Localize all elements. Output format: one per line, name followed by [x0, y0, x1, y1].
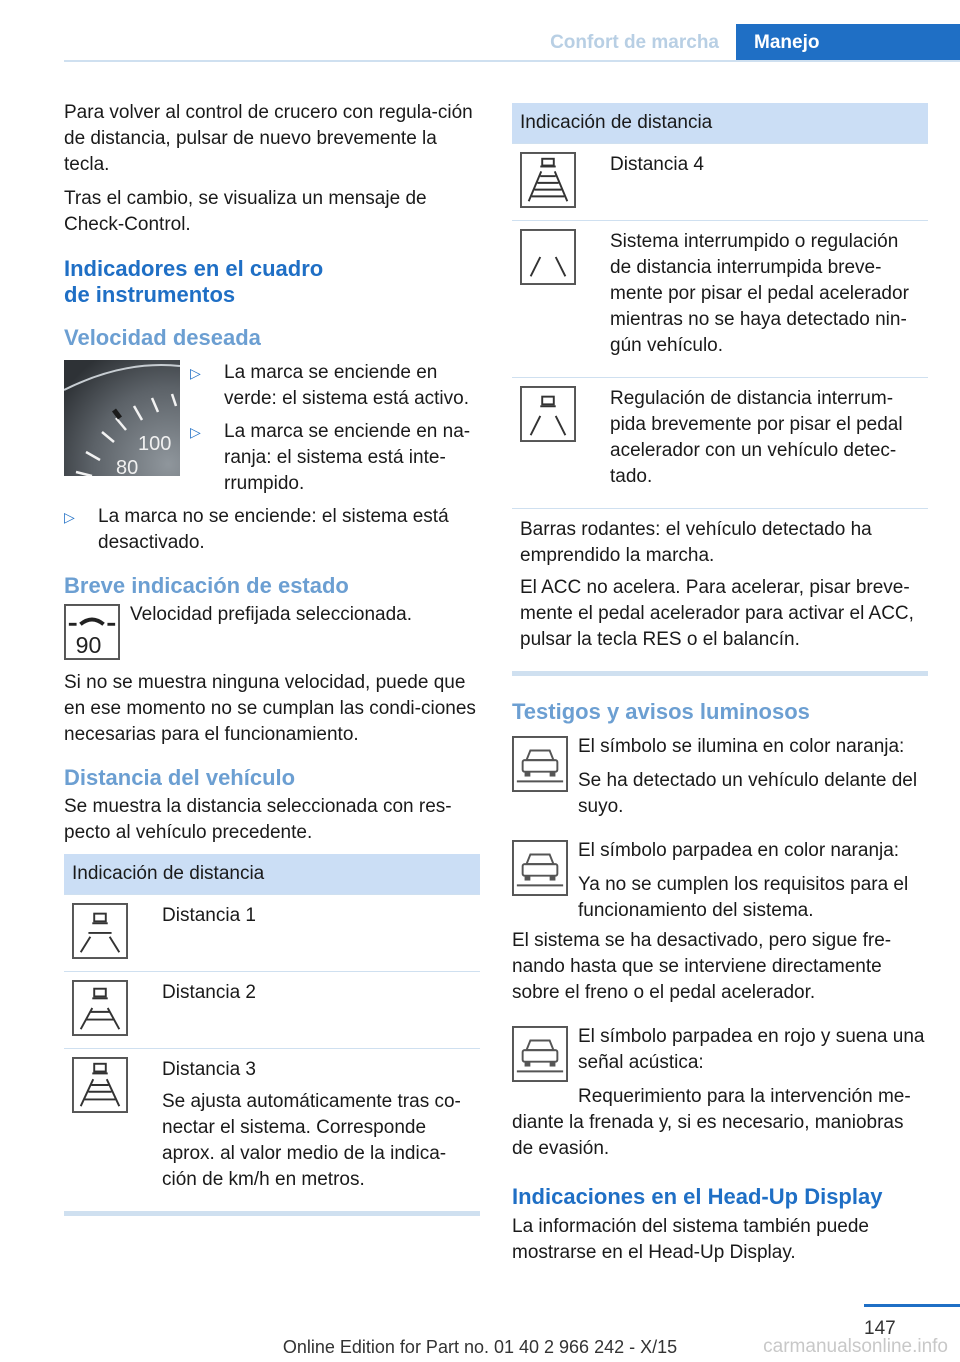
distance-4-icon — [520, 152, 576, 208]
status-row — [64, 602, 480, 660]
speedometer-image — [64, 360, 180, 476]
warning-row-3: El símbolo parpadea en rojo y suena una señal acústica: Requerimiento para la intervención me- — [512, 1024, 928, 1110]
list-item: ▷ La marca se enciende en verde: el sistema está activo. — [190, 360, 480, 412]
warning-row-2: El símbolo parpadea en color naranja: Ya no se cumplen los requisitos para el funcionamiento del sistema. — [512, 838, 928, 924]
set-speed-icon — [64, 604, 120, 660]
table-row: Regulación de distancia interrum-pida brevemente por pisar el pedal acelerador con un vehículo detec-tado. — [512, 378, 928, 509]
triangle-bullet-icon: ▷ — [64, 509, 75, 525]
page-number: 147 — [864, 1318, 896, 1339]
edition-text: Online Edition for Part no. 01 40 2 966 242 - X/15 — [282, 1337, 678, 1357]
vehicle-warning-red-icon — [512, 1026, 568, 1082]
list-item: ▷ La marca no se enciende: el sistema está desactivado. — [64, 504, 480, 556]
paragraph-no-speed: Si no se muestra ninguna velocidad, puede que en ese momento no se cumplan las condi-ciones necesarias para el funcionamiento. — [64, 672, 476, 745]
heading-warnings: Testigos y avisos luminosos — [512, 699, 810, 724]
heading-indicators: Indicadores en el cuadro de instrumentos — [64, 256, 324, 307]
status-text: Velocidad prefijada seleccionada. — [130, 604, 413, 625]
left-column — [64, 100, 480, 1216]
header-prev-section[interactable]: Confort de marcha — [550, 32, 719, 53]
table-row: Distancia 4 — [512, 144, 928, 221]
distance-table-left — [64, 854, 480, 1211]
list-item: ▷ La marca se enciende en na-ranja: el sistema está inte-rrumpido. — [190, 419, 480, 497]
table-header: Indicación de distancia — [64, 854, 480, 895]
right-column — [512, 103, 928, 1274]
header-rule — [64, 60, 960, 62]
regulation-interrupted-icon — [520, 386, 576, 442]
triangle-bullet-icon: ▷ — [190, 365, 201, 381]
system-interrupted-icon — [520, 229, 576, 285]
triangle-bullet-icon: ▷ — [190, 424, 201, 440]
table-row: Distancia 2 — [64, 972, 480, 1049]
table-header: Indicación de distancia — [512, 103, 928, 144]
heading-desired-speed: Velocidad deseada — [64, 325, 261, 350]
paragraph-check-control: Tras el cambio, se visualiza un mensaje de Check-Control. — [64, 188, 427, 235]
paragraph-resume-cruise: Para volver al control de crucero con regula-ción de distancia, pulsar de nuevo brevemente la tecla. — [64, 102, 473, 175]
header-current-section[interactable]: Manejo — [736, 24, 960, 62]
table-row: Distancia 1 — [64, 895, 480, 972]
distance-3-icon — [72, 1057, 128, 1113]
table-end-rule — [64, 1211, 480, 1216]
speed-bullet-list — [190, 360, 480, 504]
speedo-label-100: 100 — [138, 433, 172, 455]
vehicle-warning-orange-icon — [512, 840, 568, 896]
table-row: Sistema interrumpido o regulación de distancia interrumpida breve-mente por pisar el pedal acelerador mientras no se haya detectado nin-gún vehículo. — [512, 221, 928, 378]
set-speed-value: 90 — [75, 632, 102, 659]
paragraph-system-braking: El sistema se ha desactivado, pero sigue fre-nando hasta que se interviene directamente sobre el freno o el pedal acelerador. — [512, 930, 892, 1003]
paragraph-distance: Se muestra la distancia seleccionada con res-pecto al vehículo precedente. — [64, 796, 452, 843]
table-row: Distancia 3 Se ajusta automáticamente tras co-nectar el sistema. Corresponde aprox. al valor medio de la indica-ción de km/h en metros. — [64, 1049, 480, 1212]
watermark: carmanualsonline.info — [763, 1336, 948, 1357]
distance-2-icon — [72, 980, 128, 1036]
warning-row-1: El símbolo se ilumina en color naranja: Se ha detectado un vehículo delante del suyo. — [512, 734, 928, 828]
table-end-rule — [512, 671, 928, 676]
paragraph-intervention: diante la frenada y, si es necesario, maniobras de evasión. — [512, 1112, 904, 1159]
heading-status: Breve indicación de estado — [64, 573, 349, 598]
heading-hud: Indicaciones en el Head-Up Display — [512, 1184, 883, 1209]
paragraph-hud: La información del sistema también puede mostrarse en el Head-Up Display. — [512, 1216, 869, 1263]
heading-vehicle-distance: Distancia del vehículo — [64, 765, 296, 790]
speedometer-figure-row — [64, 360, 480, 504]
footer-rule — [864, 1304, 960, 1307]
table-row: Barras rodantes: el vehículo detectado ha emprendido la marcha. El ACC no acelera. Para acelerar, pisar breve-mente el pedal acelerador para activar el ACC, pulsar la tecla RES o el balancín. — [512, 509, 928, 672]
vehicle-detected-icon — [512, 736, 568, 792]
distance-table-right — [512, 103, 928, 671]
speedo-label-80: 80 — [116, 457, 139, 476]
distance-1-icon — [72, 903, 128, 959]
